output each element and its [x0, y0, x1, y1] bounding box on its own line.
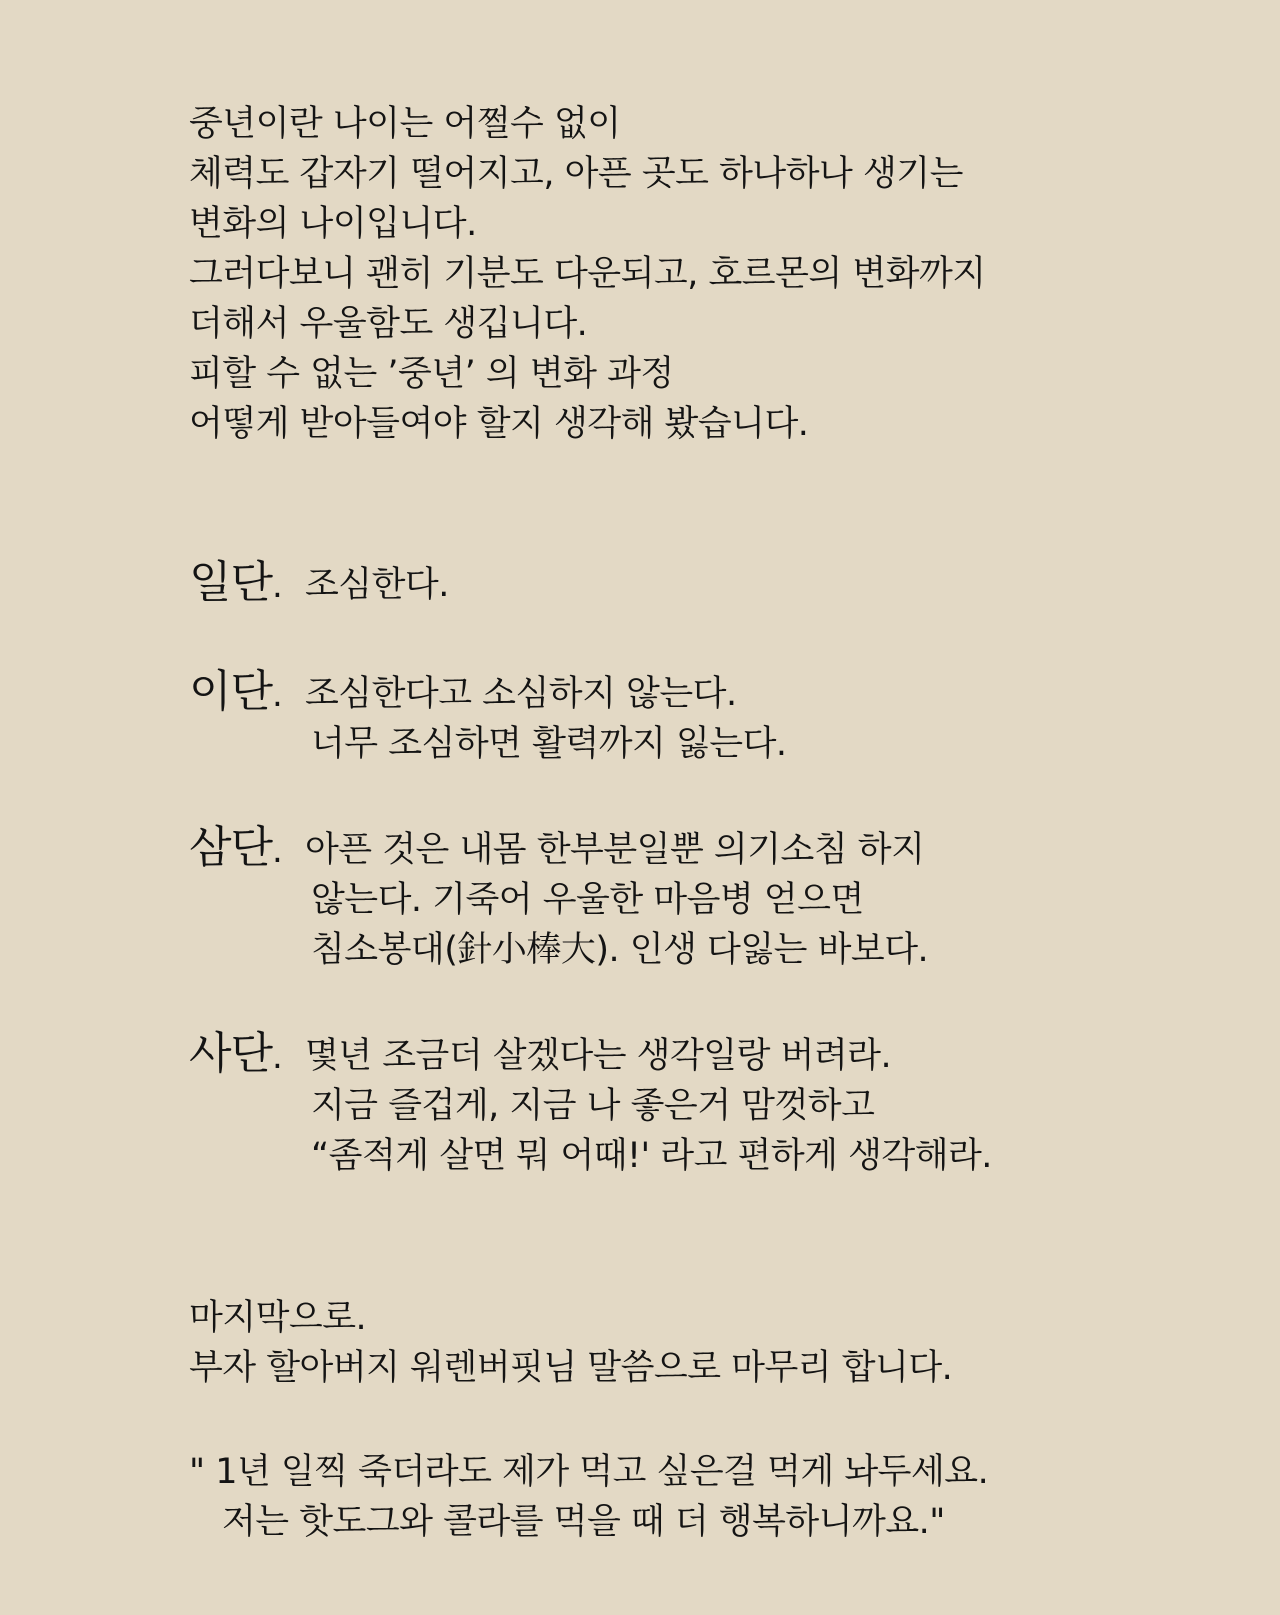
buffett-quote — [189, 1447, 988, 1547]
quote-line: " 1년 일찍 죽더라도 제가 먹고 싶은걸 먹게 놔두세요. — [189, 1452, 989, 1492]
step-line: 않는다. 기죽어 우울한 마음병 얻으면 — [311, 880, 864, 920]
intro-line: 더해서 우울함도 생깁니다. — [189, 304, 588, 344]
intro-line: 중년이란 나이는 어쩔수 없이 — [189, 104, 621, 144]
step-label: 사단. — [189, 1028, 282, 1079]
step-line: 너무 조심하면 활력까지 잃는다. — [311, 724, 787, 764]
closing-line: 부자 할아버지 워렌버핏님 말씀으로 마무리 합니다. — [189, 1348, 953, 1388]
intro-line: 변화의 나이입니다. — [189, 204, 477, 244]
steps-list — [189, 556, 992, 1233]
step-label-text: 삼단 — [189, 822, 273, 873]
closing-line: 마지막으로. — [189, 1298, 367, 1338]
step-item-4 — [189, 1027, 992, 1181]
step-item-1 — [189, 556, 992, 613]
step-line: 조심한다고 소심하지 않는다. — [305, 674, 737, 714]
step-label-text: 사단 — [189, 1028, 273, 1079]
step-line: “좀적게 살면 뭐 어때!' 라고 편하게 생각해라. — [311, 1136, 992, 1176]
step-line: 침소봉대(針小棒大). 인생 다잃는 바보다. — [311, 930, 929, 970]
step-text — [305, 665, 787, 769]
step-text — [305, 556, 449, 610]
step-line: 지금 즐겁게, 지금 나 좋은거 맘껏하고 — [311, 1086, 875, 1126]
step-text — [305, 1027, 992, 1181]
intro-line: 그러다보니 괜히 기분도 다운되고, 호르몬의 변화까지 — [189, 254, 986, 294]
closing-paragraph — [189, 1293, 952, 1393]
step-label: 삼단. — [189, 822, 282, 873]
step-label: 이단. — [189, 666, 282, 717]
intro-paragraph — [189, 99, 986, 449]
step-text — [305, 821, 928, 975]
step-line: 조심한다. — [305, 565, 449, 605]
step-label-text: 이단 — [189, 666, 273, 717]
step-line: 아픈 것은 내몸 한부분일뿐 의기소침 하지 — [305, 830, 925, 870]
step-item-3 — [189, 821, 992, 975]
step-line: 몇년 조금더 살겠다는 생각일랑 버려라. — [305, 1036, 892, 1076]
intro-line: 어떻게 받아들여야 할지 생각해 봤습니다. — [189, 404, 809, 444]
step-item-2 — [189, 665, 992, 769]
intro-line: 체력도 갑자기 떨어지고, 아픈 곳도 하나하나 생기는 — [189, 154, 963, 194]
step-label: 일단. — [189, 557, 282, 608]
intro-line: 피할 수 없는 ’중년’ 의 변화 과정 — [189, 354, 674, 394]
step-label-text: 일단 — [189, 557, 273, 608]
quote-line: 저는 핫도그와 콜라를 먹을 때 더 행복하니까요." — [222, 1502, 945, 1542]
